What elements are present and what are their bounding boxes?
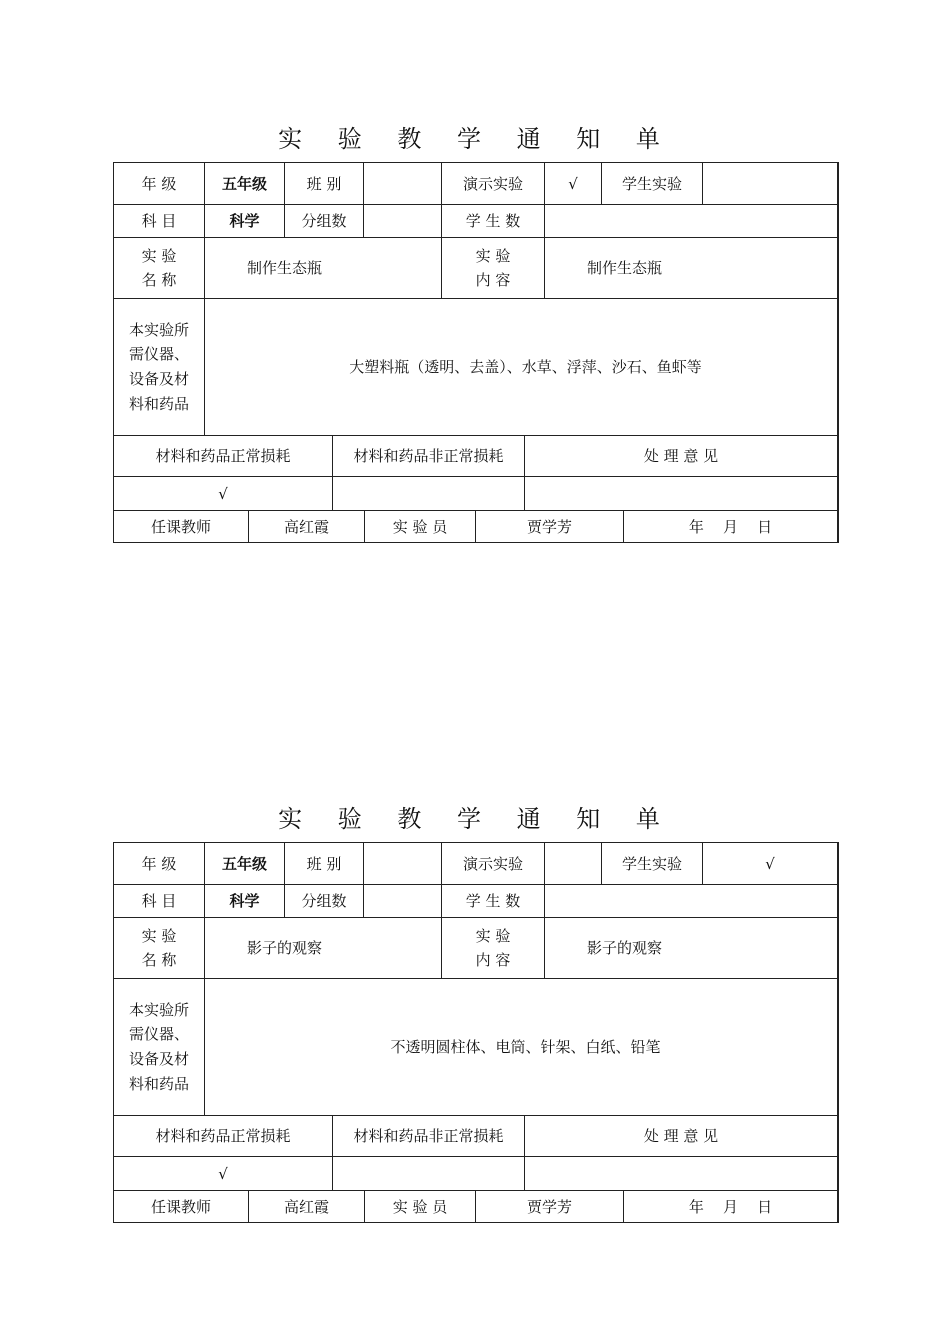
abnormal-loss-value <box>332 1156 524 1190</box>
materials-label-line: 设备及材 <box>128 370 189 388</box>
abnormal-loss-label: 材料和药品非正常损耗 <box>332 1115 524 1156</box>
exp-name-label-line1: 实 验 <box>141 927 177 945</box>
teacher-label: 任课教师 <box>113 510 248 543</box>
students-label: 学 生 数 <box>441 884 544 917</box>
teacher-value: 高红霞 <box>248 1190 364 1223</box>
student-mark <box>702 162 839 204</box>
materials-value: 不透明圆柱体、电筒、针架、白纸、铅笔 <box>204 978 839 1115</box>
students-label: 学 生 数 <box>441 204 544 237</box>
subject-value: 科学 <box>204 204 284 237</box>
lab-staff-label: 实 验 员 <box>364 1190 475 1223</box>
normal-loss-mark: √ <box>113 1156 332 1190</box>
normal-loss-label: 材料和药品正常损耗 <box>113 1115 332 1156</box>
demo-mark: √ <box>544 162 601 204</box>
demo-label: 演示实验 <box>441 842 544 884</box>
groups-label: 分组数 <box>284 204 363 237</box>
exp-name-value: 影子的观察 <box>204 917 441 978</box>
normal-loss-mark: √ <box>113 476 332 510</box>
opinion-value <box>524 1156 839 1190</box>
exp-name-value: 制作生态瓶 <box>204 237 441 298</box>
lab-staff-value: 贾学芳 <box>475 510 623 543</box>
student-mark: √ <box>702 842 839 884</box>
grade-label: 年 级 <box>113 842 204 884</box>
grade-value: 五年级 <box>204 162 284 204</box>
exp-content-label <box>441 237 544 298</box>
exp-content-label-line2: 内 容 <box>475 271 511 289</box>
exp-name-label-line2: 名 称 <box>141 271 177 289</box>
subject-value: 科学 <box>204 884 284 917</box>
demo-mark <box>544 842 601 884</box>
date-field: 年 月 日 <box>623 1190 839 1223</box>
materials-label <box>113 978 204 1115</box>
materials-label-line: 本实验所 <box>128 320 189 339</box>
abnormal-loss-label: 材料和药品非正常损耗 <box>332 435 524 476</box>
materials-label-line: 设备及材 <box>128 1050 189 1068</box>
exp-name-label <box>113 917 204 978</box>
grade-label: 年 级 <box>113 162 204 204</box>
exp-content-value: 制作生态瓶 <box>544 237 839 298</box>
teacher-label: 任课教师 <box>113 1190 248 1223</box>
materials-value: 大塑料瓶（透明、去盖）、水草、浮萍、沙石、鱼虾等 <box>204 298 839 435</box>
exp-content-label-line2: 内 容 <box>475 951 511 969</box>
students-value <box>544 204 839 237</box>
students-value <box>544 884 839 917</box>
materials-label <box>113 298 204 435</box>
opinion-label: 处 理 意 见 <box>524 1115 839 1156</box>
groups-label: 分组数 <box>284 884 363 917</box>
abnormal-loss-value <box>332 476 524 510</box>
subject-label: 科 目 <box>113 204 204 237</box>
exp-name-label-line2: 名 称 <box>141 951 177 969</box>
teacher-value: 高红霞 <box>248 510 364 543</box>
student-label: 学生实验 <box>601 842 702 884</box>
student-label: 学生实验 <box>601 162 702 204</box>
demo-label: 演示实验 <box>441 162 544 204</box>
class-value <box>363 842 441 884</box>
exp-content-label-line1: 实 验 <box>475 927 511 945</box>
materials-label-line: 本实验所 <box>128 1000 189 1019</box>
exp-content-value: 影子的观察 <box>544 917 839 978</box>
class-label: 班 别 <box>284 162 363 204</box>
normal-loss-label: 材料和药品正常损耗 <box>113 435 332 476</box>
exp-name-label-line1: 实 验 <box>141 247 177 265</box>
form-title: 实 验 教 学 通 知 单 <box>278 125 674 153</box>
opinion-value <box>524 476 839 510</box>
class-label: 班 别 <box>284 842 363 884</box>
groups-value <box>363 884 441 917</box>
grade-value: 五年级 <box>204 842 284 884</box>
materials-label-line: 料和药品 <box>128 394 189 413</box>
class-value <box>363 162 441 204</box>
lab-staff-label: 实 验 员 <box>364 510 475 543</box>
subject-label: 科 目 <box>113 884 204 917</box>
groups-value <box>363 204 441 237</box>
exp-name-label <box>113 237 204 298</box>
materials-label-line: 料和药品 <box>128 1074 189 1093</box>
opinion-label: 处 理 意 见 <box>524 435 839 476</box>
date-field: 年 月 日 <box>623 510 839 543</box>
lab-staff-value: 贾学芳 <box>475 1190 623 1223</box>
materials-label-line: 需仪器、 <box>128 1025 189 1044</box>
form-title: 实 验 教 学 通 知 单 <box>278 805 674 833</box>
exp-content-label-line1: 实 验 <box>475 247 511 265</box>
exp-content-label <box>441 917 544 978</box>
materials-label-line: 需仪器、 <box>128 345 189 364</box>
